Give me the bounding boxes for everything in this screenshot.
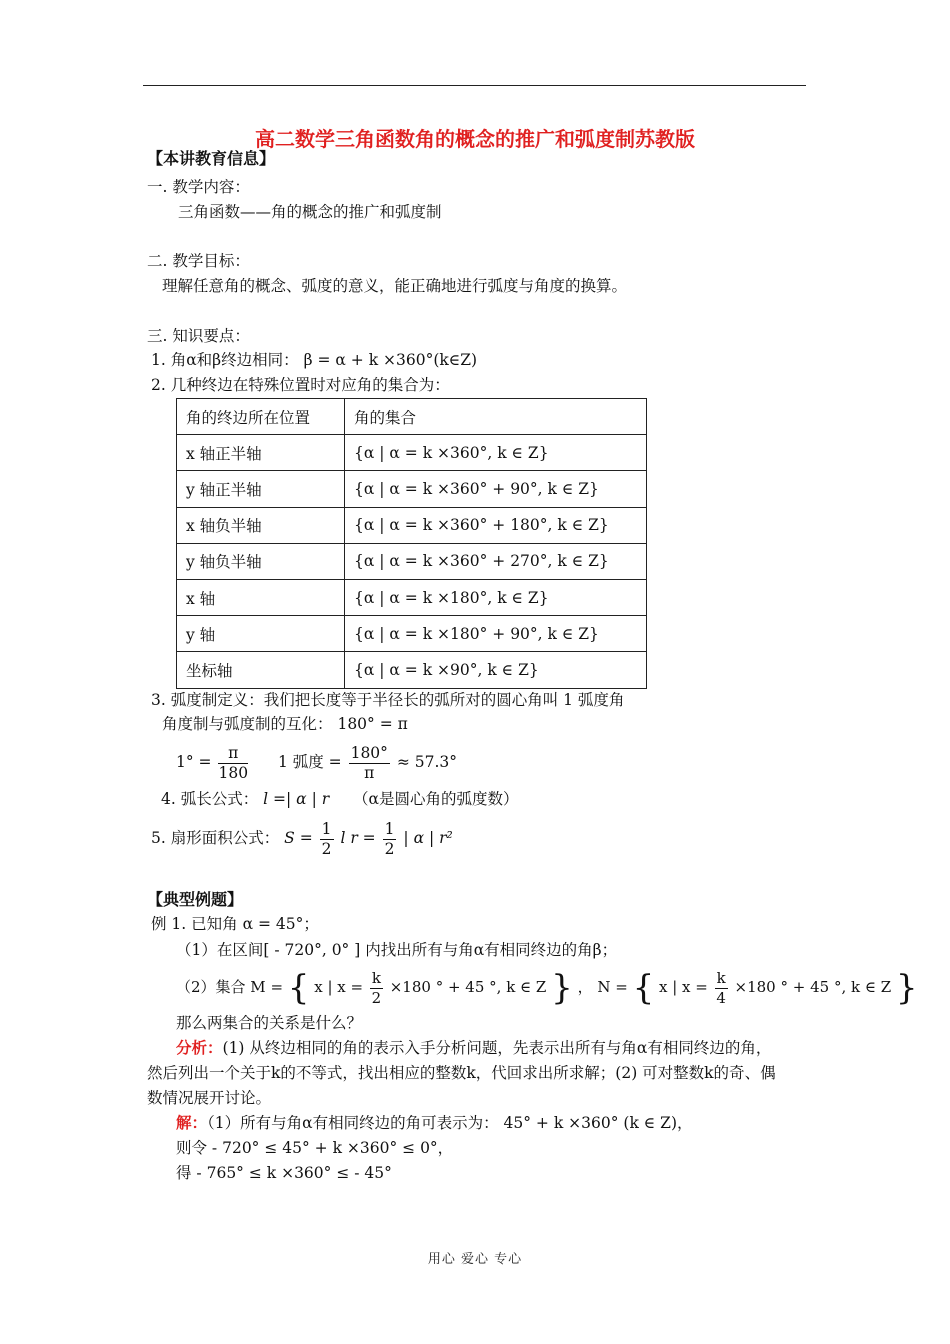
table-row [177, 579, 647, 615]
example-1-stem: 例 1. 已知角 α = 45°； [151, 915, 319, 933]
fraction-denominator: 2 [384, 839, 395, 858]
table-row [177, 507, 647, 543]
half-fraction [383, 820, 397, 859]
table-header-cell: 角的集合 [345, 399, 647, 435]
fraction-numerator: k [371, 968, 381, 987]
analysis-text-1: (1) 从终边相同的角的表示入手分析问题，先表示出所有与角α有相同终边的角， [222, 1039, 772, 1057]
example-1-q2-tail: 那么两集合的关系是什么？ [176, 1014, 363, 1032]
table-cell-set: {α | α = k ×180°, k ∈ Z} [345, 579, 647, 615]
table-cell-position: x 轴正半轴 [177, 435, 345, 471]
point-1-text: 1. 角α和β终边相同： [151, 351, 299, 369]
conversion-text: 角度制与弧度制的互化： [162, 715, 333, 733]
table-row [177, 471, 647, 507]
header-rule [143, 85, 806, 86]
page-footer: 用心 爱心 专心 [427, 1252, 523, 1267]
table-row [177, 435, 647, 471]
sector-area-alpha: | α | r² [403, 829, 453, 847]
point-4 [161, 788, 518, 810]
solution-line-3: 得 - 765° ≤ k ×360° ≤ - 45° [176, 1164, 392, 1182]
table-cell-position: y 轴 [177, 616, 345, 652]
table-row [177, 543, 647, 579]
example-1-q1: （1）在区间[ - 720°, 0° ] 内找出所有与角α有相同终边的角β； [176, 941, 618, 959]
section-info-heading: 【本讲教育信息】 [147, 149, 276, 168]
s1-heading: 一. 教学内容： [147, 178, 250, 196]
sector-area-s: S = [284, 829, 313, 847]
analysis-label: 分析： [176, 1038, 223, 1057]
table-cell-set: {α | α = k ×360° + 270°, k ∈ Z} [345, 543, 647, 579]
fraction-numerator: π [218, 744, 248, 764]
conversion-formulas [176, 742, 457, 783]
table-cell-set: {α | α = k ×360° + 90°, k ∈ Z} [345, 471, 647, 507]
analysis-line-1 [176, 1037, 771, 1059]
table-row [177, 616, 647, 652]
fraction-denominator: 2 [321, 839, 332, 858]
table-cell-position: y 轴负半轴 [177, 543, 345, 579]
arc-length-note: （α是圆心角的弧度数） [353, 790, 519, 808]
q2-prefix: （2）集合 M = [176, 978, 284, 996]
point-1-formula: β = α + k ×360°(k∈Z) [303, 351, 478, 369]
analysis-line-3: 数情况展开讨论。 [147, 1089, 272, 1107]
s3-heading: 三. 知识要点： [147, 327, 250, 345]
sector-area-lr: l r = [340, 829, 376, 847]
brace-open: { [632, 968, 655, 1008]
point-5 [151, 816, 453, 860]
radian-rhs: ≈ 57.3° [396, 753, 458, 771]
angle-set-table [176, 398, 647, 689]
conversion-formula: 180° = π [337, 715, 408, 733]
set-n-right: ×180 ° + 45 °, k ∈ Z [734, 978, 892, 996]
example-1-q2 [176, 965, 918, 1009]
fraction-numerator: 1 [384, 819, 395, 838]
q2-separator: ， N = [577, 978, 628, 996]
solution-text-1: （1）所有与角α有相同终边的角可表示为： 45° + k ×360° (k ∈ Z)， [207, 1114, 693, 1132]
fraction-denominator: 2 [371, 988, 382, 1007]
solution-label: 解： [176, 1113, 208, 1132]
table-header-cell: 角的终边所在位置 [177, 399, 345, 435]
brace-close: } [895, 968, 918, 1008]
set-n-left: x | x = [659, 978, 708, 996]
point-2: 2. 几种终边在特殊位置时对应角的集合为： [151, 376, 450, 394]
set-m-right: ×180 ° + 45 °, k ∈ Z [389, 978, 547, 996]
fraction-denominator: 4 [716, 988, 726, 1007]
table-cell-position: x 轴 [177, 579, 345, 615]
table-cell-position: x 轴负半轴 [177, 507, 345, 543]
fraction-denominator: π [364, 763, 375, 782]
analysis-line-2: 然后列出一个关于k的不等式，找出相应的整数k，代回求出所求解；(2) 可对整数k的奇、偶 [147, 1064, 776, 1082]
fraction-numerator: k [716, 968, 726, 987]
solution-line-1 [176, 1112, 693, 1134]
section-examples-heading: 【典型例题】 [147, 890, 244, 909]
table-cell-set: {α | α = k ×360° + 180°, k ∈ Z} [345, 507, 647, 543]
table-cell-position: 坐标轴 [177, 652, 345, 688]
s2-body: 理解任意角的概念、弧度的意义，能正确地进行弧度与角度的换算。 [162, 277, 628, 295]
point-5-text: 5. 扇形面积公式： [151, 829, 280, 847]
table-cell-set: {α | α = k ×180° + 90°, k ∈ Z} [345, 616, 647, 652]
point-1 [151, 349, 477, 371]
arc-length-formula: l =| α | r [263, 790, 330, 808]
table-row [177, 652, 647, 688]
set-m-fraction [370, 969, 383, 1008]
degree-fraction [218, 744, 248, 783]
fraction-denominator: 180 [218, 763, 249, 782]
brace-open: { [287, 968, 310, 1008]
table-header-row [177, 399, 647, 435]
s2-heading: 二. 教学目标： [147, 252, 250, 270]
set-m-left: x | x = [314, 978, 364, 996]
brace-close: } [551, 968, 573, 1008]
set-n-fraction [715, 969, 728, 1008]
page-title: 高二数学三角函数角的概念的推广和弧度制苏教版 [255, 127, 695, 151]
table-cell-set: {α | α = k ×360°, k ∈ Z} [345, 435, 647, 471]
fraction-numerator: 180° [350, 743, 388, 762]
half-fraction [320, 820, 334, 859]
s1-body: 三角函数——角的概念的推广和弧度制 [178, 203, 442, 221]
point-3: 3. 弧度制定义：我们把长度等于半径长的弧所对的圆心角叫 1 弧度角 [151, 691, 625, 709]
table-cell-set: {α | α = k ×90°, k ∈ Z} [345, 652, 647, 688]
point-4-text: 4. 弧长公式： [161, 790, 259, 808]
solution-line-2: 则令 - 720° ≤ 45° + k ×360° ≤ 0°， [176, 1139, 454, 1157]
conversion-line [162, 713, 408, 735]
radian-lhs: 1 弧度 = [277, 753, 342, 771]
degree-lhs: 1° = [176, 753, 212, 771]
fraction-numerator: 1 [321, 819, 332, 838]
table-cell-position: y 轴正半轴 [177, 471, 345, 507]
radian-fraction [349, 744, 390, 783]
